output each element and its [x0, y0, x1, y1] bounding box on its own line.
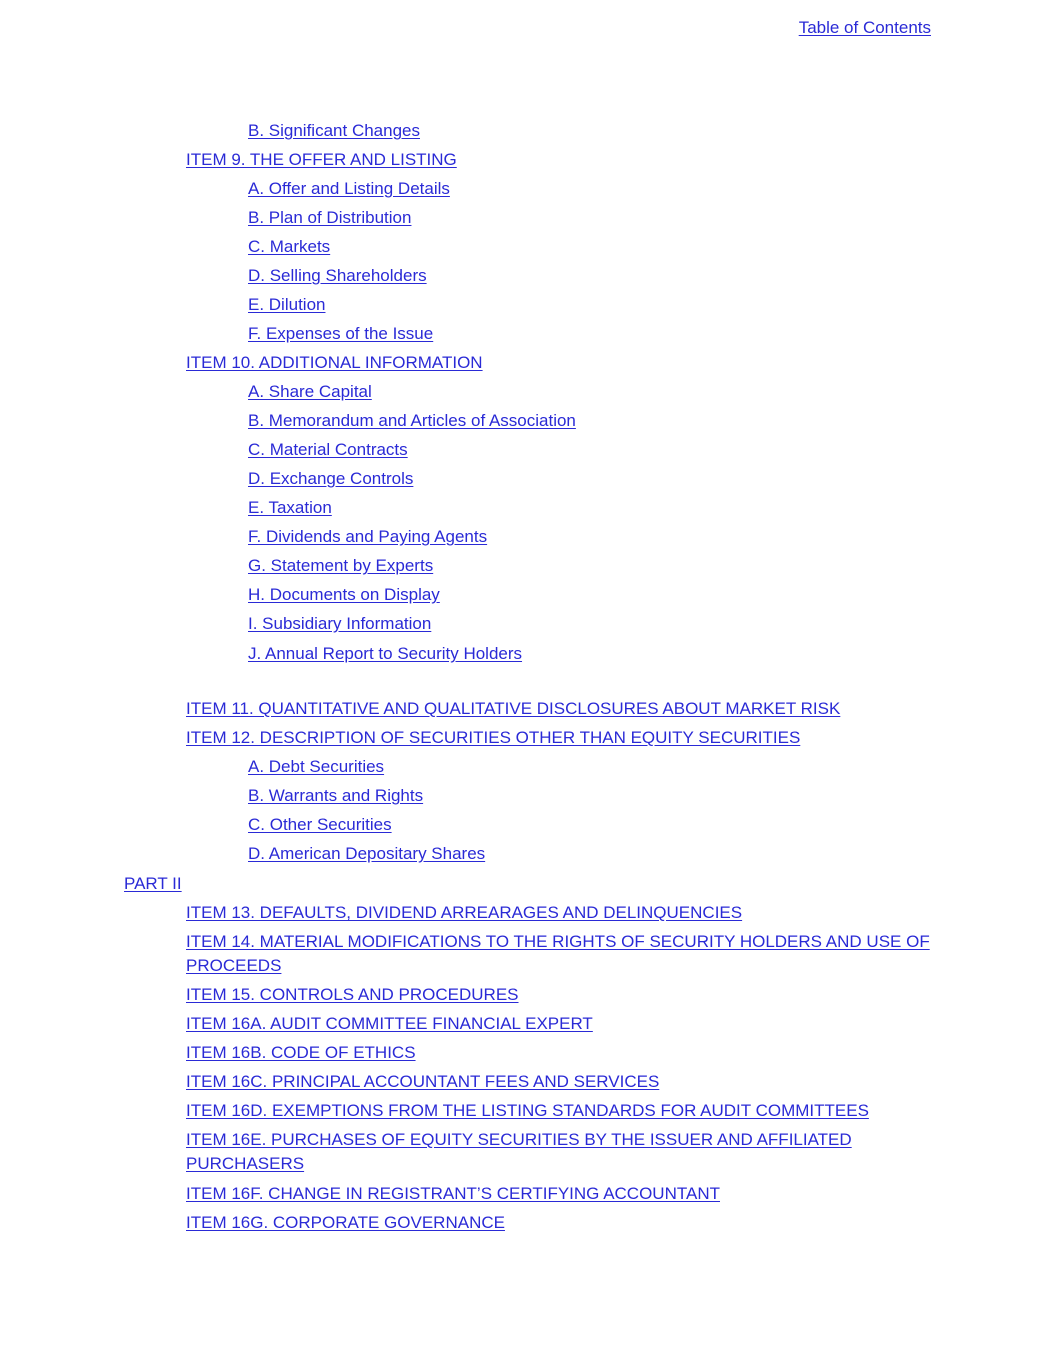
toc-link-item16d-exemptions[interactable]: ITEM 16D. EXEMPTIONS FROM THE LISTING STANDARDS FOR AUDIT COMMITTEES [186, 1101, 869, 1120]
toc-link-item10-additional-information[interactable]: ITEM 10. ADDITIONAL INFORMATION [186, 353, 483, 372]
toc-link-item10-j-annual-report[interactable]: J. Annual Report to Security Holders [248, 644, 523, 663]
toc-link-part-ii[interactable]: PART II [124, 874, 182, 893]
toc-link-item12-other-securities[interactable]: ITEM 12. DESCRIPTION OF SECURITIES OTHER THAN EQUITY SECURITIES [186, 728, 801, 747]
toc-link-item9-a-offer-listing-details[interactable]: A. Offer and Listing Details [248, 179, 450, 198]
toc-link-item14-material-modifications[interactable]: ITEM 14. MATERIAL MODIFICATIONS TO THE RIGHTS OF SECURITY HOLDERS AND USE OF PROCEEDS [186, 932, 930, 975]
toc-link-item16b-code-of-ethics[interactable]: ITEM 16B. CODE OF ETHICS [186, 1043, 416, 1062]
toc-link-item8-b-significant-changes[interactable]: B. Significant Changes [248, 121, 420, 140]
toc-link-item10-e-taxation[interactable]: E. Taxation [248, 498, 332, 517]
toc-link-item16g-corporate-governance[interactable]: ITEM 16G. CORPORATE GOVERNANCE [186, 1213, 505, 1232]
toc-link-item16f-change-accountant[interactable]: ITEM 16F. CHANGE IN REGISTRANT’S CERTIFYING ACCOUNTANT [186, 1184, 720, 1203]
toc-link-item9-b-plan-of-distribution[interactable]: B. Plan of Distribution [248, 208, 412, 227]
toc-link-item10-f-dividends-paying-agents[interactable]: F. Dividends and Paying Agents [248, 527, 488, 546]
toc-link-item16e-purchases[interactable]: ITEM 16E. PURCHASES OF EQUITY SECURITIES BY THE ISSUER AND AFFILIATED PURCHASERS [186, 1130, 852, 1173]
toc-link-item10-b-memorandum-articles[interactable]: B. Memorandum and Articles of Association [248, 411, 576, 430]
toc-link-item10-i-subsidiary-information[interactable]: I. Subsidiary Information [248, 614, 432, 633]
toc-link-item12-c-other-securities[interactable]: C. Other Securities [248, 815, 392, 834]
toc-link-item12-a-debt-securities[interactable]: A. Debt Securities [248, 757, 385, 776]
toc-link-item11-market-risk[interactable]: ITEM 11. QUANTITATIVE AND QUALITATIVE DISCLOSURES ABOUT MARKET RISK [186, 699, 841, 718]
toc-link-item9-offer-and-listing[interactable]: ITEM 9. THE OFFER AND LISTING [186, 150, 457, 169]
toc-link-item9-f-expenses-of-issue[interactable]: F. Expenses of the Issue [248, 324, 434, 343]
toc-link-item10-d-exchange-controls[interactable]: D. Exchange Controls [248, 469, 414, 488]
toc-link-item10-h-documents-on-display[interactable]: H. Documents on Display [248, 585, 440, 604]
toc-link-item16a-audit-committee[interactable]: ITEM 16A. AUDIT COMMITTEE FINANCIAL EXPERT [186, 1014, 593, 1033]
toc-link-item10-g-statement-by-experts[interactable]: G. Statement by Experts [248, 556, 434, 575]
table-of-contents-link[interactable]: Table of Contents [798, 18, 931, 37]
toc-link-item10-a-share-capital[interactable]: A. Share Capital [248, 382, 372, 401]
toc-link-item12-b-warrants-rights[interactable]: B. Warrants and Rights [248, 786, 424, 805]
toc-link-item9-e-dilution[interactable]: E. Dilution [248, 295, 326, 314]
toc-link-item9-c-markets[interactable]: C. Markets [248, 237, 331, 256]
toc-link-item12-d-american-depositary-shares[interactable]: D. American Depositary Shares [248, 844, 486, 863]
toc-link-item13-defaults[interactable]: ITEM 13. DEFAULTS, DIVIDEND ARREARAGES AND DELINQUENCIES [186, 903, 743, 922]
toc-link-item15-controls-procedures[interactable]: ITEM 15. CONTROLS AND PROCEDURES [186, 985, 519, 1004]
toc-link-item9-d-selling-shareholders[interactable]: D. Selling Shareholders [248, 266, 427, 285]
toc-link-item16c-accountant-fees[interactable]: ITEM 16C. PRINCIPAL ACCOUNTANT FEES AND SERVICES [186, 1072, 660, 1091]
toc-link-item10-c-material-contracts[interactable]: C. Material Contracts [248, 440, 408, 459]
